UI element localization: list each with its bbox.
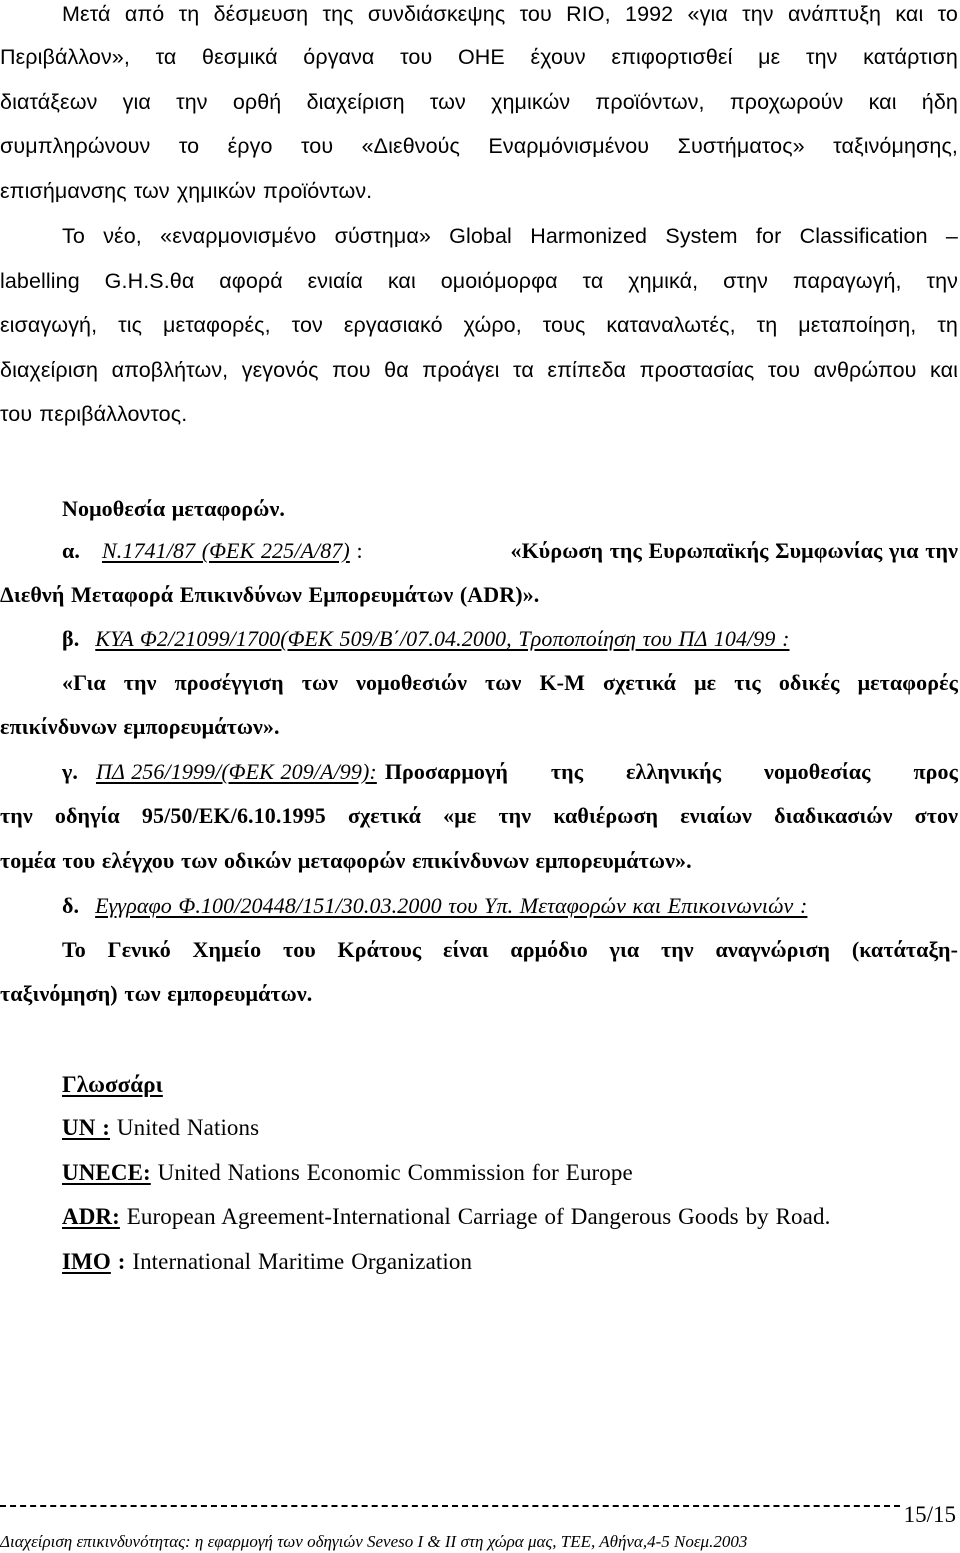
item-c-reference: ΠΔ 256/1999/(ΦΕΚ 209/Α/99): xyxy=(96,759,377,784)
paragraph-line: διαχείριση αποβλήτων, γεγονός που θα προάγει τα επίπεδα προστασίας του ανθρώπου και xyxy=(0,358,958,382)
legislation-item-c-line1 xyxy=(0,750,958,794)
glossary-definition: International Maritime Organization xyxy=(125,1249,473,1274)
glossary-definition: European Agreement-International Carriage of Dangerous Goods by Road. xyxy=(119,1204,831,1229)
legislation-item-b-line1 xyxy=(0,617,960,661)
item-b-title-line1: «Για την προσέγγιση των νομοθεσιών των Κ-Μ σχετικά με τις οδικές μεταφορές xyxy=(62,670,958,695)
paragraph-line: Το νέο, «εναρμονισμένο σύστημα» Global Harmonized System for Classification – xyxy=(62,224,958,248)
item-d-title-line1: Το Γενικό Χημείο του Κράτους είναι αρμόδιο για την αναγνώριση (κατάταξη- xyxy=(62,937,958,962)
glossary-item xyxy=(0,1106,960,1150)
legislation-item-d-line1 xyxy=(0,884,960,928)
glossary-definition: United Nations Economic Commission for Europe xyxy=(150,1160,633,1185)
item-marker: α. xyxy=(62,538,80,563)
item-a-reference: Ν.1741/87 (ΦΕΚ 225/Α/87) xyxy=(101,538,350,563)
paragraph-line: Περιβάλλον», τα θεσμικά όργανα του ΟΗΕ έχουν επιφορτισθεί με την κατάρτιση xyxy=(0,45,958,69)
footer-text: Διαχείριση επικινδυνότητας: η εφαρμογή των οδηγιών Seveso I & II στη χώρα μας, ΤΕΕ, Αθήνα,4-5 Νοεμ.2003 xyxy=(0,1532,748,1551)
item-a-content xyxy=(102,529,958,573)
item-b-reference: ΚΥΑ Φ2/21099/1700(ΦΕΚ 509/Β΄/07.04.2000, Τροποποίηση του ΠΔ 104/99 : xyxy=(95,626,790,651)
paragraph-line: εισαγωγή, τις μεταφορές, τον εργασιακό χώρο, τους καταναλωτές, τη μεταποίηση, τη xyxy=(0,313,958,337)
item-b-title-line2: επικίνδυνων εμπορευμάτων». xyxy=(0,714,280,739)
paragraph-line: Μετά από τη δέσμευση της συνδιάσκεψης του RIO, 1992 «για την ανάπτυξη και το xyxy=(62,2,958,26)
glossary-term: IMO xyxy=(62,1249,111,1274)
page-number: 15/15 xyxy=(903,1502,956,1527)
item-c-title-line2: την οδηγία 95/50/ΕΚ/6.10.1995 σχετικά «με την καθιέρωση ενιαίων διαδικασιών στον xyxy=(0,803,958,828)
item-a-ref-group xyxy=(102,529,363,573)
item-d-reference: Εγγραφο Φ.100/20448/151/30.03.2000 του Υπ. Μεταφορών και Επικοινωνιών : xyxy=(95,893,808,918)
paragraph-line: συμπληρώνουν το έργο του «Διεθνούς Εναρμόνισμένου Συστήματος» ταξινόμησης, xyxy=(0,134,958,158)
item-d-title-line2: ταξινόμηση) των εμπορευμάτων. xyxy=(0,981,313,1006)
item-a-separator: : xyxy=(349,538,363,563)
item-marker: β. xyxy=(62,626,80,651)
legislation-item-a-line1 xyxy=(0,529,958,573)
glossary-term-suffix: : xyxy=(110,1249,126,1274)
footer-divider xyxy=(0,1505,900,1509)
item-marker: γ. xyxy=(62,759,78,784)
paragraph-line: του περιβάλλοντος. xyxy=(0,402,188,426)
glossary-item xyxy=(0,1151,960,1195)
glossary-term: ADR: xyxy=(62,1204,120,1229)
glossary-term: UNECE: xyxy=(62,1160,151,1185)
item-c-title-line3: τομέα του ελέγχου των οδικών μεταφορών επικίνδυνων εμπορευμάτων». xyxy=(0,848,692,873)
item-marker: δ. xyxy=(62,893,80,918)
item-a-title: «Κύρωση της Ευρωπαϊκής Συμφωνίας για την xyxy=(510,538,958,563)
paragraph-line: διατάξεων για την ορθή διαχείριση των χημικών προϊόντων, προχωρούν και ήδη xyxy=(0,90,958,114)
glossary-definition: United Nations xyxy=(110,1115,260,1140)
glossary-item xyxy=(0,1240,960,1284)
paragraph-line: labelling G.H.S.θα αφορά ενιαία και ομοιόμορφα τα χημικά, στην παραγωγή, την xyxy=(0,269,958,293)
item-c-content xyxy=(96,750,958,794)
legislation-heading: Νομοθεσία μεταφορών. xyxy=(62,496,286,521)
item-a-title-line2: Διεθνή Μεταφορά Επικινδύνων Εμπορευμάτων (ADR)». xyxy=(0,582,540,607)
paragraph-line: επισήμανσης των χημικών προϊόντων. xyxy=(0,179,373,203)
glossary-term: UN : xyxy=(62,1115,111,1140)
item-c-title: Προσαρμογή της ελληνικής νομοθεσίας προς xyxy=(384,759,958,784)
glossary-item xyxy=(0,1195,960,1239)
glossary-heading: Γλωσσάρι xyxy=(62,1072,163,1097)
